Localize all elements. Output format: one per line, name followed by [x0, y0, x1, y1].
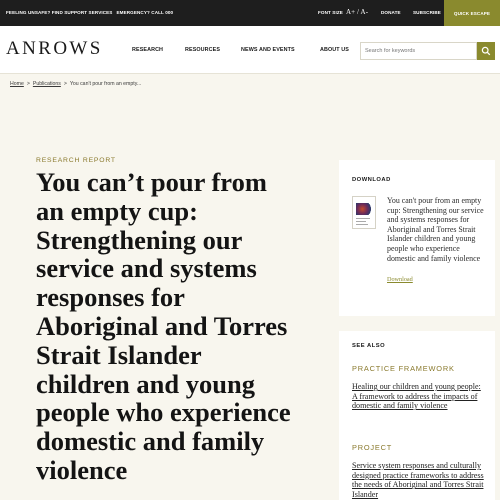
search-button[interactable]	[477, 42, 495, 60]
see-also-card	[339, 331, 495, 500]
see-also-item-label: PROJECT	[352, 443, 393, 452]
breadcrumb-publications[interactable]: Publications	[32, 81, 61, 87]
subscribe-link[interactable]: SUBSCRIBE	[413, 10, 441, 15]
report-type-label: RESEARCH REPORT	[36, 157, 116, 164]
see-also-heading: SEE ALSO	[352, 343, 386, 349]
see-also-item-label: PRACTICE FRAMEWORK	[352, 364, 455, 373]
download-link[interactable]: Download	[387, 276, 413, 283]
breadcrumb-home[interactable]: Home	[10, 81, 24, 87]
see-also-item-link[interactable]: Service system responses and culturally designed practice frameworks to address the needs of Aboriginal and Torres Strait Islander	[352, 461, 484, 499]
cover-image	[356, 203, 372, 215]
cover-line	[356, 218, 370, 219]
quick-escape-label: QUICK ESCAPE	[453, 10, 491, 16]
magnifier-icon	[481, 46, 491, 56]
site-logo[interactable]: ANROWS	[6, 38, 103, 59]
nav-about-us[interactable]: ABOUT US	[320, 47, 349, 53]
donate-link[interactable]: DONATE	[381, 10, 401, 15]
emergency-text: EMERGENCY? CALL 000	[116, 10, 174, 15]
download-heading: DOWNLOAD	[352, 177, 391, 183]
search-input[interactable]	[360, 42, 477, 60]
font-size-label: FONT SIZE	[318, 10, 343, 15]
utility-bar	[0, 0, 500, 26]
font-size-controls[interactable]: A+ / A-	[346, 8, 369, 16]
nav-news-and-events[interactable]: NEWS AND EVENTS	[241, 47, 295, 53]
breadcrumb	[10, 81, 141, 87]
site-header	[0, 26, 500, 74]
breadcrumb-current: You can't pour from an empty...	[69, 81, 142, 87]
breadcrumb-separator: >	[26, 81, 30, 87]
see-also-item-link[interactable]: Healing our children and young people: A framework to address the impacts of domestic and family violence	[352, 382, 481, 411]
cover-line	[356, 221, 366, 222]
download-card	[339, 160, 495, 316]
quick-escape-button[interactable]	[444, 0, 500, 26]
download-title: You can't pour from an empty cup: Strengthening our service and systems responses for Aboriginal and Torres Strait Islander children and young people who experience domestic and family violence	[387, 196, 484, 263]
cover-line	[356, 224, 368, 225]
utility-left	[6, 10, 173, 15]
nav-research[interactable]: RESEARCH	[132, 47, 164, 53]
breadcrumb-separator: >	[63, 81, 67, 87]
nav-resources[interactable]: RESOURCES	[185, 47, 221, 53]
find-support-link[interactable]: FEELING UNSAFE? FIND SUPPORT SERVICES	[6, 10, 113, 15]
page-title: You can’t pour from an empty cup: Strengthening our service and systems responses for Aboriginal and Torres Strait Islander children and young people who experience domestic and family violence	[36, 167, 291, 485]
report-cover-thumbnail[interactable]	[352, 196, 376, 229]
